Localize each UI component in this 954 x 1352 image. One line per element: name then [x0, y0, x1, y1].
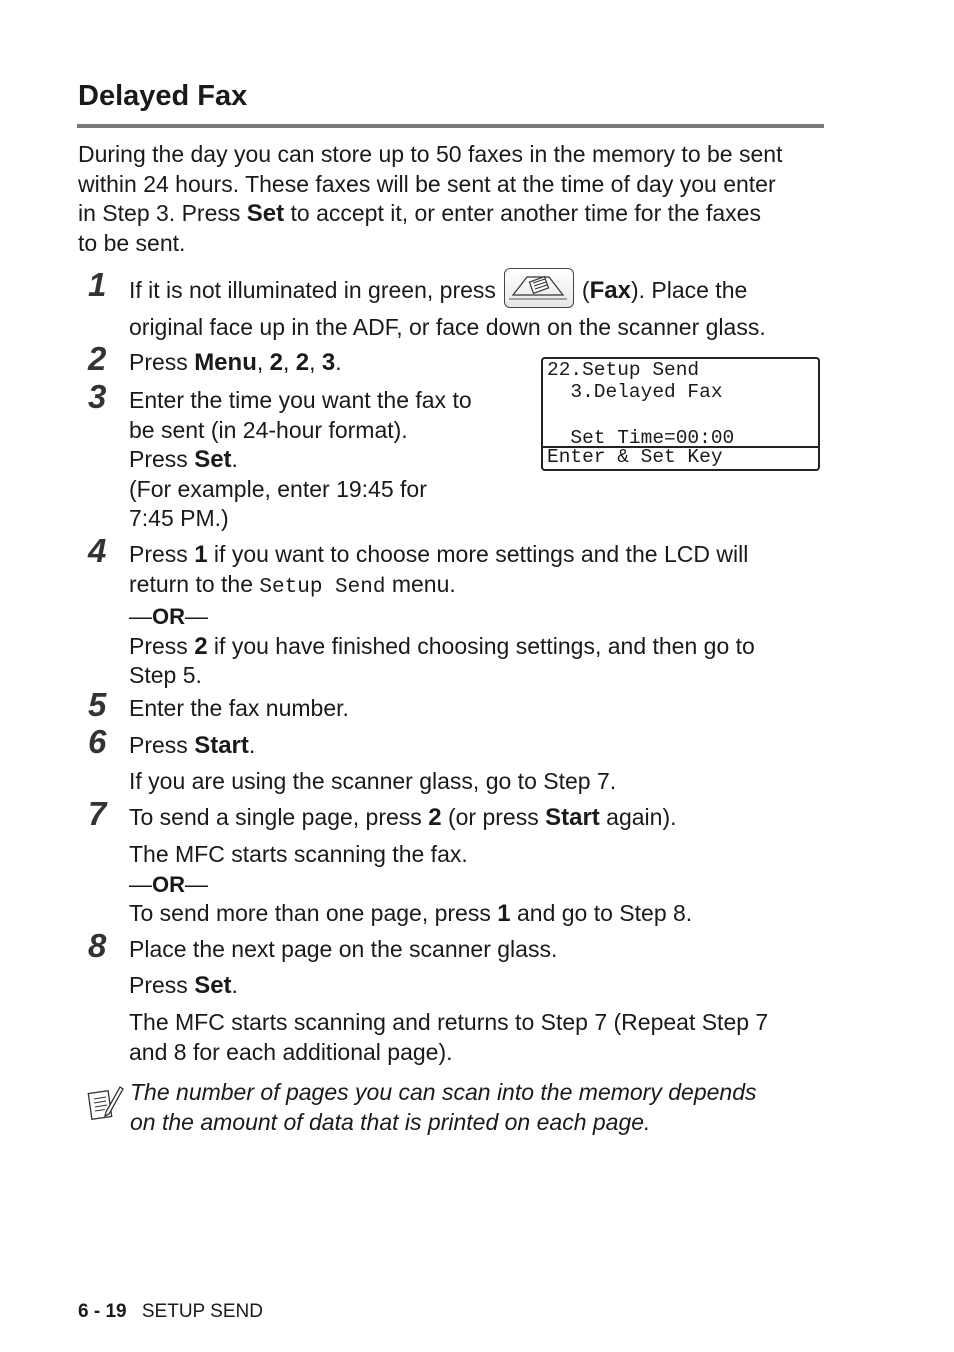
key-1-label: 1	[497, 900, 511, 927]
or-dash: —	[129, 603, 152, 629]
step-7-text: and go to Step 8.	[510, 900, 693, 926]
step-6-text: .	[248, 732, 256, 758]
step-2-text: Press	[129, 349, 195, 375]
lcd-status-bar	[543, 446, 818, 469]
step-8-line-2	[129, 971, 238, 1001]
step-1-line-1	[129, 276, 747, 308]
step-4-text: if you have finished choosing settings, and then go to	[207, 632, 755, 659]
fax-key-label: Fax	[589, 277, 631, 305]
step-3-block	[129, 386, 472, 534]
note-text	[130, 1078, 756, 1137]
lcd-display	[541, 357, 820, 471]
step-6-text: Press	[129, 732, 195, 758]
set-key-label: Set	[194, 972, 232, 999]
or-label: OR	[152, 871, 185, 897]
intro-text: in Step 3. Press	[78, 200, 247, 226]
step-number-3: 3	[88, 378, 107, 415]
step-7-text: again).	[599, 804, 677, 830]
step-4-text: Press	[129, 632, 195, 659]
step-2-text: ,	[309, 349, 322, 375]
key-3-label: 3	[321, 349, 336, 376]
step-2-text: .	[335, 349, 342, 375]
step-1-line-2: original face up in the ADF, or face down on the scanner glass.	[129, 314, 766, 340]
step-4-line-4	[129, 632, 755, 662]
section-name: SETUP SEND	[141, 1301, 263, 1322]
step-3-line-4: (For example, enter 19:45 for	[129, 475, 427, 502]
step-7-line-2: The MFC starts scanning the fax.	[129, 841, 468, 867]
key-2-label: 2	[269, 349, 283, 376]
or-dash: —	[185, 603, 208, 629]
step-7-line-4	[129, 899, 692, 929]
step-2-text: ,	[256, 349, 270, 375]
setup-send-menu-name: Setup Send	[259, 575, 386, 599]
lcd-line-1: 22.Setup Send	[547, 359, 700, 381]
step-1-text: If it is not illuminated in green, press	[129, 277, 496, 304]
step-8-line-1: Place the next page on the scanner glass.	[129, 936, 558, 962]
menu-key-label: Menu	[194, 349, 257, 376]
step-1-text: ). Place the	[630, 277, 748, 304]
start-key-label: Start	[545, 804, 600, 831]
step-number-7: 7	[88, 795, 107, 832]
lcd-line-4: Enter & Set Key	[547, 446, 723, 468]
fax-button-icon	[504, 268, 574, 308]
intro-paragraph	[78, 140, 782, 258]
set-key-label: Set	[194, 446, 232, 473]
lcd-line-3: Set Time=00:00	[547, 427, 735, 449]
or-dash: —	[129, 870, 152, 897]
step-4-line-1	[129, 540, 755, 570]
fax-machine-icon	[505, 269, 572, 306]
step-2-line	[129, 348, 342, 378]
or-dash: —	[185, 870, 208, 897]
step-3-text: .	[231, 446, 238, 472]
step-3-line-1: Enter the time you want the fax to	[129, 387, 472, 413]
step-7-text: To send more than one page, press	[129, 900, 498, 926]
key-2-label: 2	[295, 349, 310, 376]
step-number-5: 5	[88, 686, 107, 723]
step-4-line-5: Step 5.	[129, 662, 202, 688]
step-4-text: return to the	[129, 570, 260, 597]
key-2-label: 2	[428, 804, 442, 831]
step-number-6: 6	[88, 723, 107, 760]
step-8-text: .	[231, 972, 238, 998]
note-line-2: on the amount of data that is printed on each page.	[130, 1108, 651, 1135]
step-8-line-4: and 8 for each additional page).	[129, 1038, 453, 1065]
set-key-label: Set	[246, 200, 285, 227]
step-8-text: Press	[129, 972, 195, 998]
intro-line-3	[78, 199, 782, 229]
or-separator	[129, 602, 755, 632]
step-4-text: menu.	[385, 570, 456, 597]
lcd-line-2: 3.Delayed Fax	[547, 381, 723, 403]
step-number-2: 2	[88, 340, 107, 377]
step-4-block	[129, 540, 755, 691]
step-7-block	[129, 840, 692, 929]
step-3-line-5: 7:45 PM.)	[129, 505, 229, 531]
step-6-line-2: If you are using the scanner glass, go to Step 7.	[129, 768, 617, 794]
step-6-line-1	[129, 731, 255, 761]
step-number-8: 8	[88, 927, 107, 964]
step-7-text: To send a single page, press	[129, 804, 429, 830]
step-8-block	[129, 1008, 768, 1067]
page-footer	[78, 1301, 263, 1323]
title-underline	[77, 124, 824, 128]
step-3-line-2: be sent (in 24-hour format).	[129, 416, 408, 443]
step-3-text: Press	[129, 446, 195, 472]
note-line-1: The number of pages you can scan into the memory depends	[130, 1079, 757, 1105]
step-4-text: if you want to choose more settings and the LCD will	[207, 541, 749, 567]
key-2-label: 2	[194, 632, 208, 660]
step-2-text: ,	[283, 349, 296, 375]
step-8-line-3: The MFC starts scanning and returns to Step 7 (Repeat Step 7	[129, 1009, 769, 1035]
step-number-4: 4	[88, 532, 107, 569]
or-separator	[129, 870, 692, 900]
step-4-line-2	[129, 570, 755, 603]
start-key-label: Start	[194, 732, 249, 759]
page-title: Delayed Fax	[78, 80, 248, 112]
intro-line-4: to be sent.	[78, 229, 186, 256]
key-1-label: 1	[194, 541, 208, 568]
intro-text: to accept it, or enter another time for the faxes	[284, 200, 761, 226]
intro-line-2: within 24 hours. These faxes will be sent at the time of day you enter	[78, 170, 776, 197]
step-1-text: (	[581, 277, 590, 304]
step-4-text: Press	[129, 541, 195, 567]
intro-line-1: During the day you can store up to 50 faxes in the memory to be sent	[78, 141, 783, 167]
page-number: 6 - 19	[78, 1301, 127, 1322]
step-5-line-1: Enter the fax number.	[129, 695, 349, 721]
note-pencil-icon	[86, 1084, 124, 1127]
or-label: OR	[152, 604, 185, 629]
step-number-1: 1	[88, 266, 107, 303]
step-3-line-3	[129, 445, 472, 475]
step-7-text: (or press	[441, 804, 546, 830]
step-7-line-1	[129, 803, 677, 833]
